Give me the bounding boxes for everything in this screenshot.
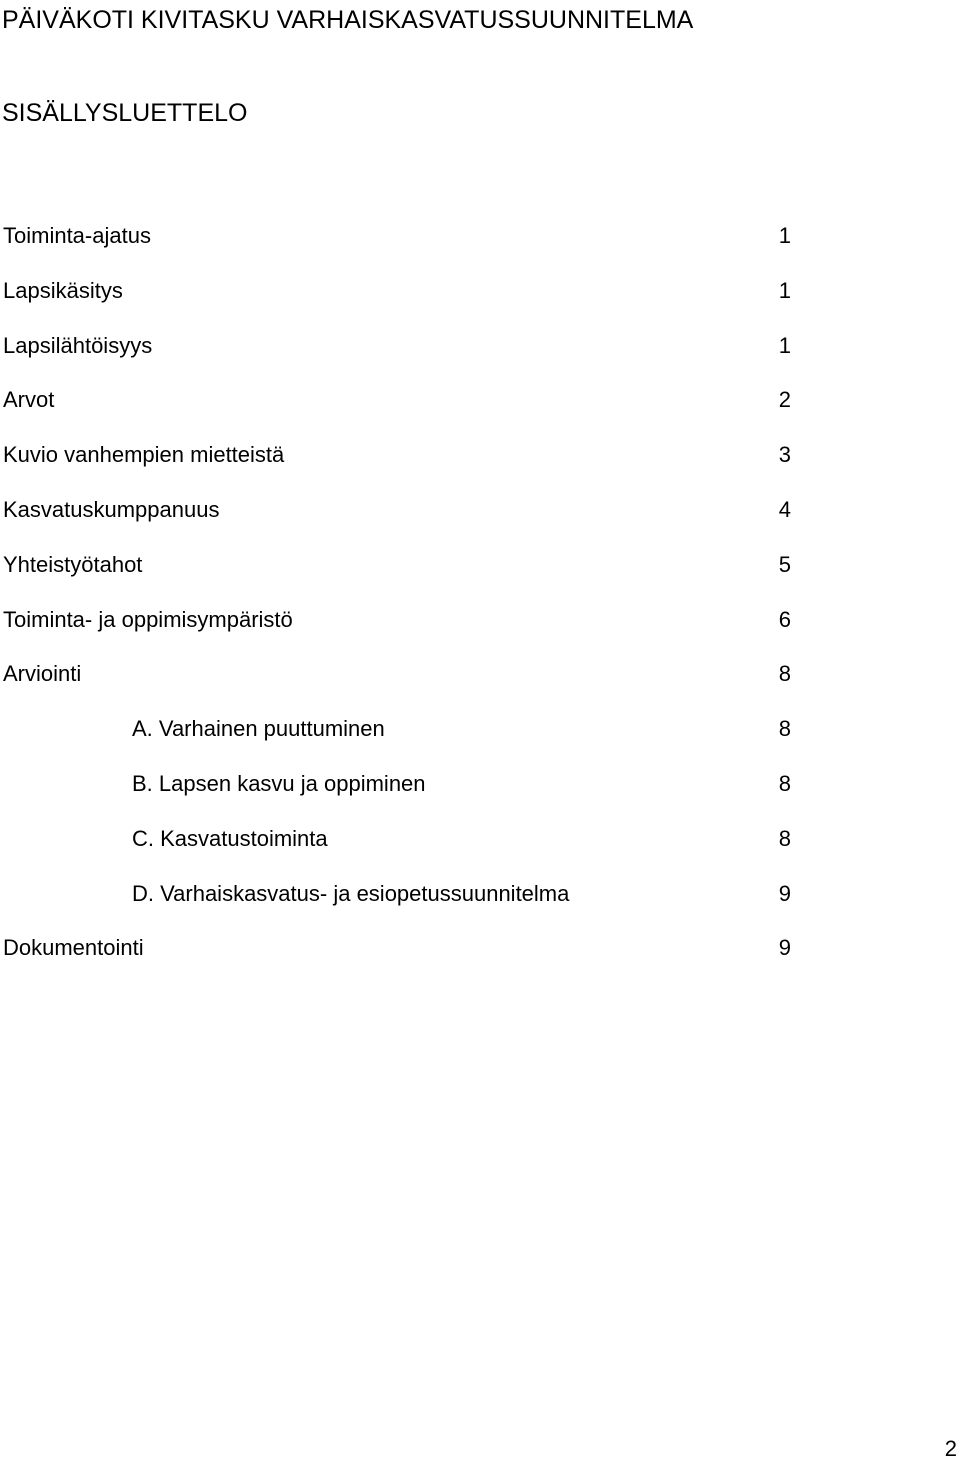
- toc-entry[interactable]: [0, 329, 960, 384]
- toc-entry-page: 1: [778, 277, 791, 303]
- page-number: 2: [944, 1436, 957, 1461]
- toc-entry-label: Lapsikäsitys: [3, 277, 123, 303]
- toc-entry[interactable]: [0, 438, 960, 493]
- toc-entry-label: Arvot: [3, 387, 55, 413]
- toc-entry-label: D. Varhaiskasvatus- ja esiopetussuunnitelma: [132, 880, 570, 906]
- toc-entry-label: Yhteistyötahot: [3, 551, 143, 577]
- toc-entry-page: 8: [778, 661, 791, 687]
- toc-entry-label: C. Kasvatustoiminta: [132, 825, 328, 851]
- toc-entry-page: 2: [778, 387, 791, 413]
- toc-entry-label: B. Lapsen kasvu ja oppiminen: [132, 770, 426, 796]
- toc-entry-page: 8: [778, 825, 791, 851]
- toc-entry[interactable]: [0, 274, 960, 329]
- toc-entry-label: Toiminta-ajatus: [3, 223, 151, 248]
- toc-subentry[interactable]: [0, 822, 960, 877]
- toc-subentry[interactable]: [0, 767, 960, 822]
- toc-entry-page: 5: [778, 551, 791, 577]
- toc-entry-label: Dokumentointi: [3, 935, 144, 961]
- toc-entry-label: Lapsilähtöisyys: [3, 332, 153, 358]
- toc-entry-page: 9: [778, 880, 791, 906]
- toc-heading: SISÄLLYSLUETTELO: [2, 99, 248, 127]
- toc-entry-page: 1: [778, 223, 791, 248]
- table-of-contents: [0, 219, 960, 986]
- toc-entry[interactable]: [0, 657, 960, 712]
- toc-entry-label: Arviointi: [3, 661, 82, 687]
- toc-entry[interactable]: [0, 603, 960, 658]
- document-title: PÄIVÄKOTI KIVITASKU VARHAISKASVATUSSUUNNITELMA: [2, 6, 694, 34]
- toc-entry[interactable]: [0, 493, 960, 548]
- toc-entry-label: Kasvatuskumppanuus: [3, 496, 220, 522]
- toc-entry-label: Toiminta- ja oppimisympäristö: [3, 606, 293, 632]
- toc-entry-page: 3: [778, 442, 791, 468]
- toc-entry-page: 6: [778, 606, 791, 632]
- toc-entry[interactable]: [0, 219, 960, 274]
- toc-entry-page: 9: [778, 935, 791, 961]
- toc-entry[interactable]: [0, 383, 960, 438]
- toc-entry-page: 8: [778, 716, 791, 742]
- toc-entry-page: 4: [778, 496, 791, 522]
- toc-entry[interactable]: [0, 931, 960, 986]
- toc-subentry[interactable]: [0, 712, 960, 767]
- toc-entry-label: A. Varhainen puuttuminen: [132, 716, 385, 742]
- toc-entry-label: Kuvio vanhempien mietteistä: [3, 442, 285, 468]
- toc-subentry[interactable]: [0, 877, 960, 932]
- toc-entry-page: 1: [778, 332, 791, 358]
- toc-entry[interactable]: [0, 548, 960, 603]
- toc-entry-page: 8: [778, 770, 791, 796]
